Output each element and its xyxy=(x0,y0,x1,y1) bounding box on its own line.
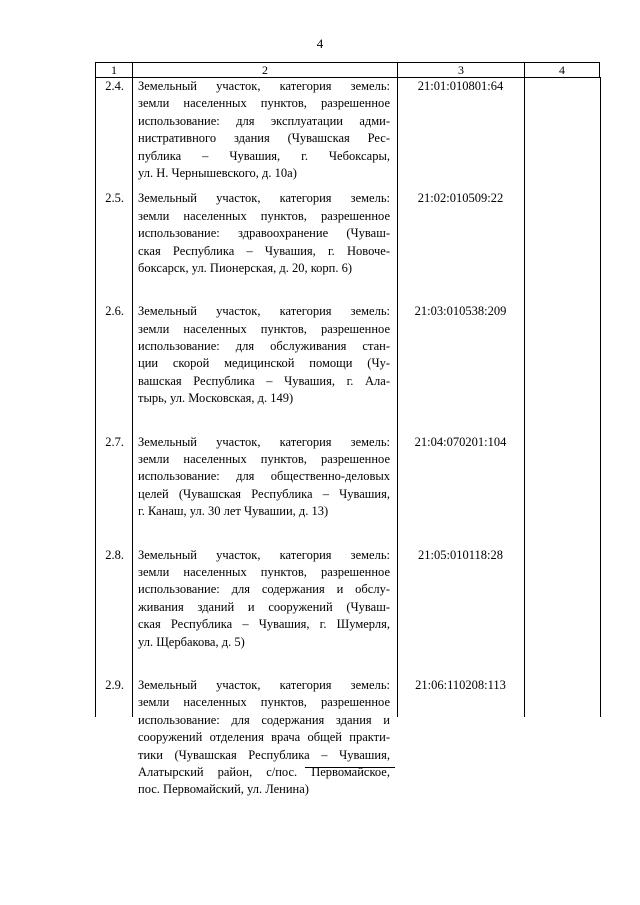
description-line: живания зданий и сооружений (Чуваш- xyxy=(138,599,390,614)
description-line: сооружений отделения врача общей практи- xyxy=(138,730,390,745)
description-line: Алатырский район, с/пос. Первомайское, xyxy=(138,764,390,779)
description-line: тырь, ул. Московская, д. 149) xyxy=(138,391,294,406)
row-number: 2.6. xyxy=(105,304,124,319)
description-line: земли населенных пунктов, разрешенное xyxy=(138,96,390,111)
row-description xyxy=(132,190,397,277)
cadastral-number: 21:05:010118:28 xyxy=(418,547,503,562)
empty-cell xyxy=(524,434,600,521)
table-row xyxy=(95,434,600,521)
description-line: использование: для эксплуатации адми- xyxy=(138,113,390,128)
description-line: земли населенных пунктов, разрешенное xyxy=(138,695,390,710)
page-number: 4 xyxy=(316,36,324,51)
row-number: 2.8. xyxy=(105,547,124,562)
cadastral-number: 21:02:010509:22 xyxy=(417,191,504,206)
row-description xyxy=(132,434,397,521)
description-line: публика – Чувашия, г. Чебоксары, xyxy=(138,148,390,163)
description-line: Земельный участок, категория земель: xyxy=(138,191,390,206)
description-line: использование: для общественно-деловых xyxy=(138,469,390,484)
table-row xyxy=(95,677,600,799)
cadastral-number: 21:04:070201:104 xyxy=(414,434,507,449)
row-description xyxy=(132,677,397,799)
description-line: земли населенных пунктов, разрешенное xyxy=(138,208,390,223)
description-line: земли населенных пунктов, разрешенное xyxy=(138,321,390,336)
description-line: ул. Щербакова, д. 5) xyxy=(138,634,245,649)
row-description xyxy=(132,78,397,182)
description-line: боксарск, ул. Пионерская, д. 20, корп. 6) xyxy=(138,260,353,275)
row-description xyxy=(132,303,397,407)
cadastral-number: 21:06:110208:113 xyxy=(415,677,506,692)
empty-cell xyxy=(524,547,600,651)
description-line: Земельный участок, категория земель: xyxy=(138,547,390,562)
end-of-document-rule xyxy=(305,767,395,768)
row-number: 2.9. xyxy=(105,677,124,692)
table-row xyxy=(95,303,600,407)
cadastral-number: 21:01:010801:64 xyxy=(417,79,504,93)
description-line: вашская Республика – Чувашия, г. Ала- xyxy=(138,373,390,388)
row-number: 2.5. xyxy=(105,191,124,206)
description-line: ская Республика – Чувашия, г. Шумерля, xyxy=(138,617,390,632)
table-row xyxy=(95,547,600,651)
column-header-1: 1 xyxy=(95,63,132,77)
description-line: использование: для содержания и обслу- xyxy=(138,582,390,597)
description-line: Земельный участок, категория земель: xyxy=(138,677,390,692)
row-number: 2.4. xyxy=(105,79,124,93)
description-line: земли населенных пунктов, разрешенное xyxy=(138,452,390,467)
table-header-row xyxy=(95,62,600,78)
description-line: Земельный участок, категория земель: xyxy=(138,304,390,319)
column-header-4: 4 xyxy=(524,63,600,77)
description-line: использование: здравоохранение (Чуваш- xyxy=(138,226,390,241)
table-row xyxy=(95,190,600,277)
description-line: ул. Н. Чернышевского, д. 10а) xyxy=(138,165,297,180)
description-line: ская Республика – Чувашия, г. Новоче- xyxy=(138,243,390,258)
description-line: земли населенных пунктов, разрешенное xyxy=(138,564,390,579)
empty-cell xyxy=(524,190,600,277)
description-line: пос. Первомайский, ул. Ленина) xyxy=(138,782,309,797)
description-line: ции скорой медицинской помощи (Чу- xyxy=(138,356,390,371)
cadastral-number: 21:03:010538:209 xyxy=(414,304,507,319)
description-line: тики (Чувашская Республика – Чувашия, xyxy=(138,747,390,762)
description-line: г. Канаш, ул. 30 лет Чувашии, д. 13) xyxy=(138,504,329,519)
column-rule-5 xyxy=(600,77,601,717)
table-row xyxy=(95,78,600,182)
empty-cell xyxy=(524,303,600,407)
column-header-2: 2 xyxy=(132,63,397,77)
column-header-3: 3 xyxy=(397,63,524,77)
table-body xyxy=(95,78,600,799)
empty-cell xyxy=(524,78,600,182)
description-line: целей (Чувашская Республика – Чувашия, xyxy=(138,486,390,501)
row-description xyxy=(132,547,397,651)
description-line: использование: для содержания здания и xyxy=(138,712,390,727)
description-line: Земельный участок, категория земель: xyxy=(138,79,390,93)
description-line: Земельный участок, категория земель: xyxy=(138,434,390,449)
row-number: 2.7. xyxy=(105,434,124,449)
description-line: нистративного здания (Чувашская Рес- xyxy=(138,131,390,146)
description-line: использование: для обслуживания стан- xyxy=(138,339,390,354)
empty-cell xyxy=(524,677,600,799)
